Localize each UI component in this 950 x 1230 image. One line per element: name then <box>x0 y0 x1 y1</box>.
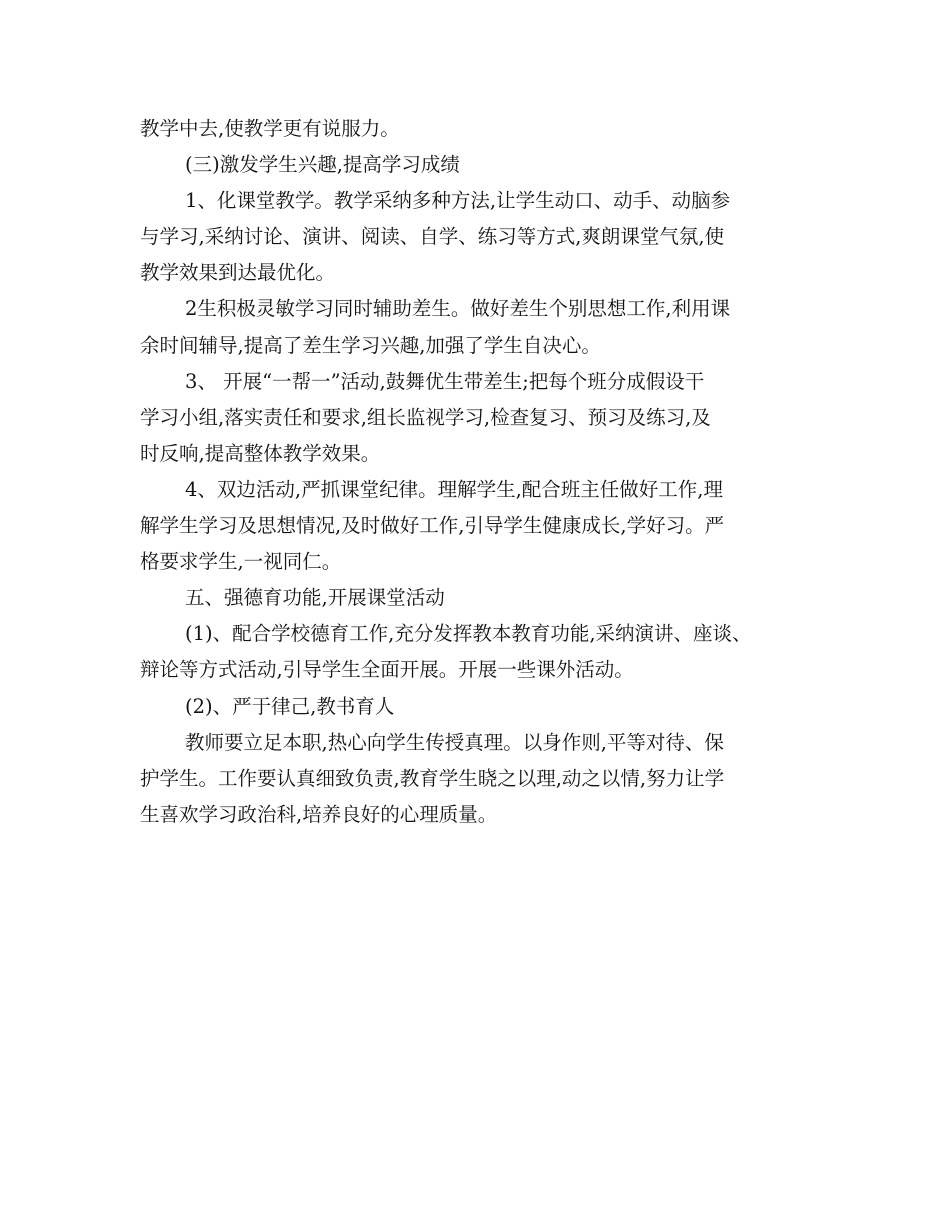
text-line: 时反响,提高整体教学效果。 <box>140 441 381 465</box>
text-line: 与学习,采纳讨论、演讲、阅读、自学、练习等方式,爽朗课堂气氛,使 <box>140 225 725 249</box>
section-heading: (三)激发学生兴趣,提高学习成绩 <box>185 153 460 177</box>
text-line: 护学生。工作要认真细致负责,教育学生晓之以理,动之以情,努力让学 <box>140 766 725 790</box>
text-line: 格要求学生,一视同仁。 <box>140 550 342 574</box>
section-heading: 五、强德育功能,开展课堂活动 <box>185 586 445 610</box>
text-line: 2生积极灵敏学习同时辅助差生。做好差生个别思想工作,利用课 <box>185 297 731 321</box>
text-line: 学习小组,落实责任和要求,组长监视学习,检查复习、预习及练习,及 <box>140 405 711 429</box>
text-line: 辩论等方式活动,引导学生全面开展。开展一些课外活动。 <box>140 658 634 682</box>
text-line: 4、双边活动,严抓课堂纪律。理解学生,配合班主任做好工作,理 <box>185 477 724 501</box>
text-line: 生喜欢学习政治科,培养良好的心理质量。 <box>140 802 498 826</box>
text-line: 教学中去,使教学更有说服力。 <box>140 117 400 140</box>
text-line: (1)、配合学校德育工作,充分发挥教本教育功能,采纳演讲、座谈、 <box>185 622 752 646</box>
text-line: 解学生学习及思想情况,及时做好工作,引导学生健康成长,学好习。严 <box>140 514 725 538</box>
text-line: 教师要立足本职,热心向学生传授真理。以身作则,平等对待、保 <box>185 730 724 754</box>
document-body <box>140 111 830 833</box>
text-line: 1、化课堂教学。教学采纳多种方法,让学生动口、动手、动脑参 <box>185 189 731 213</box>
text-line: 余时间辅导,提高了差生学习兴趣,加强了学生自决心。 <box>140 333 601 357</box>
section-heading: (2)、严于律己,教书育人 <box>185 694 395 718</box>
text-line: 3、 开展“一帮一”活动,鼓舞优生带差生;把每个班分成假设干 <box>185 369 705 393</box>
text-line: 教学效果到达最优化。 <box>140 261 336 285</box>
